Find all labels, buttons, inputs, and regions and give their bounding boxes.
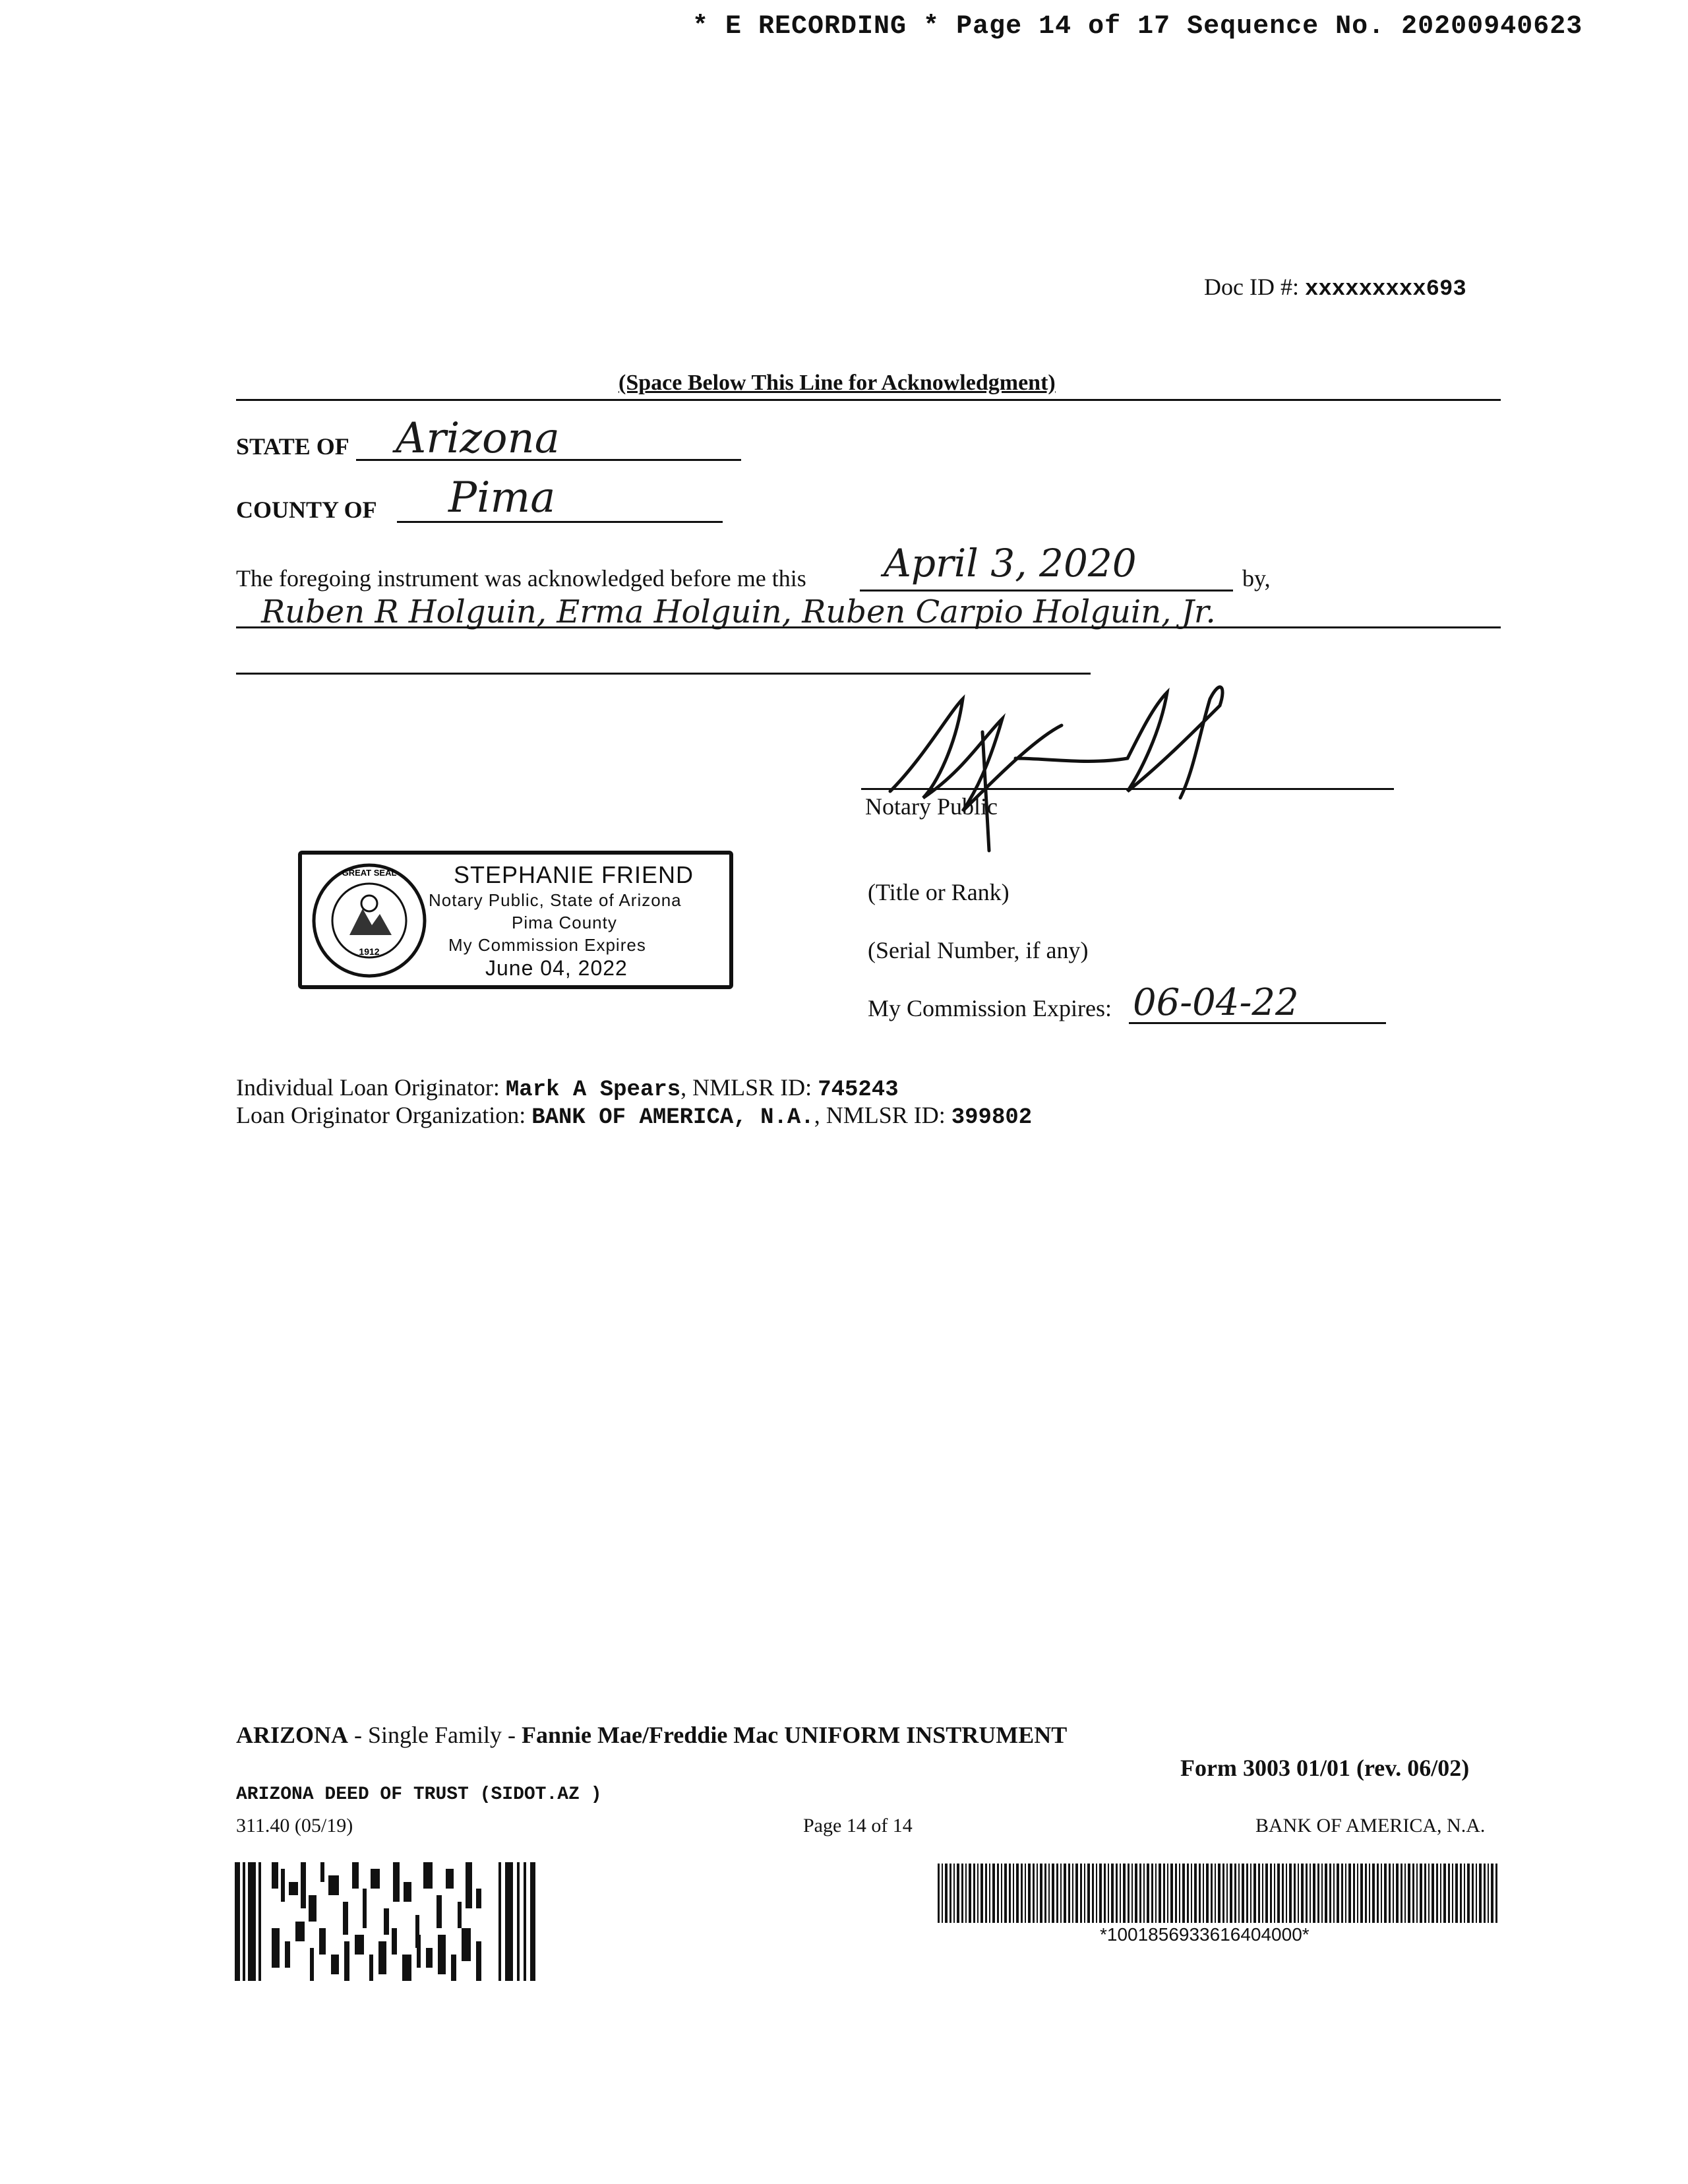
loan-originator-line: [236, 1074, 899, 1103]
page-number: Page 14 of 14: [803, 1815, 913, 1836]
title-or-rank-label: (Title or Rank): [868, 879, 1010, 905]
form-number: Form 3003 01/01 (rev. 06/02): [1180, 1755, 1470, 1781]
instrument-title: [236, 1721, 1067, 1749]
originator-label: Individual Loan Originator:: [236, 1074, 500, 1101]
foregoing-text: The foregoing instrument was acknowledged before me this: [236, 565, 806, 592]
org-label: Loan Originator Organization:: [236, 1102, 526, 1128]
doc-id: [1204, 273, 1466, 302]
stamp-line3: My Commission Expires: [448, 935, 646, 955]
date-line: [860, 590, 1233, 592]
notary-signature-line: [861, 788, 1394, 790]
org-name: BANK OF AMERICA, N.A.: [531, 1105, 814, 1130]
org-nmlsr-label: , NMLSR ID:: [814, 1102, 946, 1128]
commission-expires-label: My Commission Expires:: [868, 995, 1112, 1021]
commission-line: [1129, 1022, 1386, 1024]
pdf417-barcode: [235, 1862, 538, 1981]
form-code: 311.40 (05/19): [236, 1815, 353, 1836]
stamp-name: STEPHANIE FRIEND: [454, 861, 694, 888]
loan-org-line: [236, 1101, 1032, 1130]
svg-text:1912: 1912: [359, 946, 380, 957]
bank-name: BANK OF AMERICA, N.A.: [1255, 1815, 1486, 1836]
state-value: Arizona: [396, 414, 560, 463]
recording-header: * E RECORDING * Page 14 of 17 Sequence No. 20200940623: [692, 12, 1583, 42]
originator-name: Mark A Spears: [505, 1077, 681, 1103]
instrument-state: ARIZONA: [236, 1722, 349, 1748]
serial-number-label: (Serial Number, if any): [868, 937, 1089, 963]
signers-line: [236, 626, 1501, 628]
stamp-line1: Notary Public, State of Arizona: [429, 890, 682, 910]
signers-value: Ruben R Holguin, Erma Holguin, Ruben Carpio Holguin, Jr.: [261, 593, 1216, 630]
acknowledgment-date: April 3, 2020: [884, 541, 1137, 586]
acknowledgment-heading: (Space Below This Line for Acknowledgment): [618, 371, 1056, 395]
notary-public-label: Notary Public: [865, 793, 998, 820]
state-line: [356, 459, 741, 461]
commission-expires-value: 06-04-22: [1133, 981, 1299, 1024]
instrument-mid: - Single Family -: [348, 1722, 522, 1748]
instrument-name: Fannie Mae/Freddie Mac UNIFORM INSTRUMENT: [522, 1722, 1068, 1748]
stamp-line4: June 04, 2022: [485, 956, 628, 980]
org-nmlsr: 399802: [951, 1105, 1033, 1130]
doc-id-value: xxxxxxxxx693: [1304, 277, 1466, 302]
svg-text:GREAT SEAL: GREAT SEAL: [342, 868, 397, 878]
stamp-line2: Pima County: [512, 913, 617, 932]
doc-id-label: Doc ID #:: [1204, 274, 1299, 300]
deed-title: ARIZONA DEED OF TRUST (SIDOT.AZ ): [236, 1784, 602, 1805]
originator-nmlsr: 745243: [818, 1077, 899, 1103]
originator-nmlsr-label: , NMLSR ID:: [680, 1074, 812, 1101]
county-label: COUNTY OF: [236, 497, 377, 523]
arizona-seal: [311, 863, 427, 979]
acknowledgment-rule: [236, 399, 1501, 401]
county-value: Pima: [448, 473, 556, 522]
by-text: by,: [1242, 565, 1271, 592]
county-line: [397, 521, 723, 523]
notary-stamp: [298, 851, 733, 989]
barcode-text: *1001856933616404000*: [1100, 1924, 1310, 1945]
state-label: STATE OF: [236, 433, 349, 460]
notary-signature: [851, 659, 1259, 857]
linear-barcode: [938, 1864, 1498, 1923]
